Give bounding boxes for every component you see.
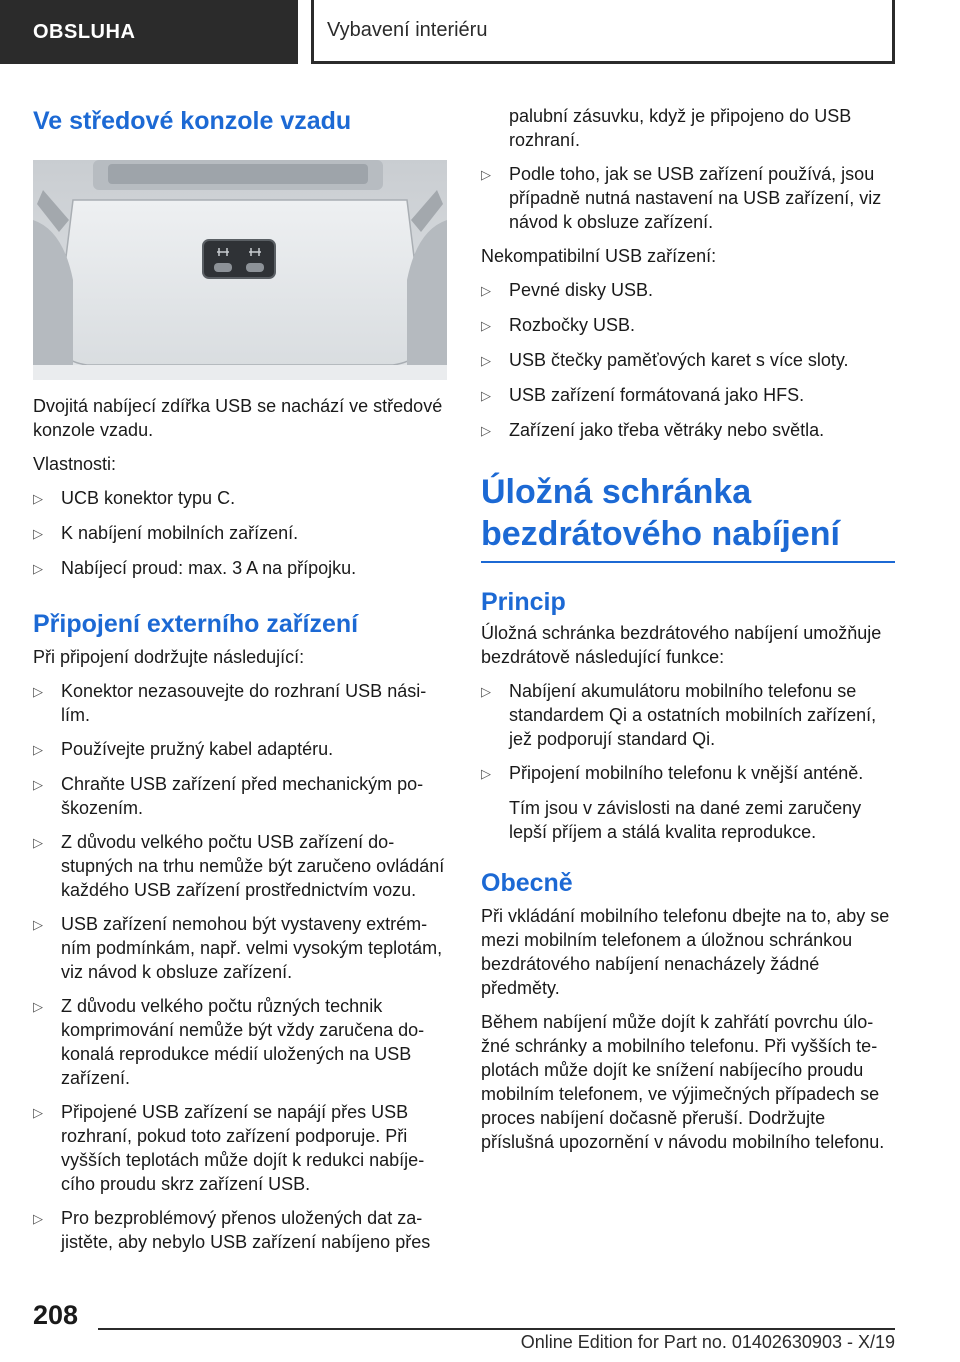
triangle-right-icon: ▷: [481, 423, 491, 438]
triangle-right-icon: ▷: [33, 561, 43, 576]
obecne-paragraph-2: Během nabíjení může dojít k zahřátí povrchu úložné schránky a mobilního telefonu. Při vyšších teplotách může dojít ke snížení nabíjecího proudu mobilním telefonem, ve výjimečných případech se proces nabíjení dočasně přeruší. Dodržujte příslušná upozornění v návodu mobilního telefonu.: [481, 1012, 885, 1152]
properties-list: [33, 486, 447, 581]
list-item: [33, 521, 447, 546]
list-item: [481, 383, 895, 408]
list-item: [481, 278, 895, 303]
triangle-right-icon: ▷: [33, 835, 43, 850]
footer-divider: [98, 1328, 895, 1330]
list-item: [33, 679, 447, 727]
list-item: [33, 1100, 447, 1196]
list-item: [33, 830, 447, 902]
list-item-text: Připojení mobilního telefonu k vnější anténě.: [509, 763, 864, 783]
triangle-right-icon: ▷: [481, 318, 491, 333]
list-item-text: Pro bezproblémový přenos uložených dat zajistěte, aby nebylo USB zařízení nabíjeno přes: [61, 1208, 431, 1252]
list-item-text: USB čtečky paměťových karet s více sloty.: [509, 350, 849, 370]
list-item: [33, 912, 447, 984]
list-item-text: Používejte pružný kabel adaptéru.: [61, 739, 334, 759]
intro-text: Při připojení dodržujte následující:: [33, 647, 305, 667]
usb-port-photo: [33, 160, 447, 380]
list-item: [481, 418, 895, 443]
list-item: [481, 162, 895, 234]
continued-text: palubní zásuvku, když je připojeno do USB rozhraní.: [509, 106, 852, 150]
list-item-text: Chraňte USB zařízení před mechanickým poškozením.: [61, 774, 424, 818]
chapter-heading: [481, 471, 895, 563]
triangle-right-icon: ▷: [481, 766, 491, 781]
chapter-tab: [311, 0, 895, 64]
triangle-right-icon: ▷: [33, 999, 43, 1014]
section-title: OBSLUHA: [33, 20, 136, 43]
page-number: 208: [33, 1300, 79, 1330]
triangle-right-icon: ▷: [481, 684, 491, 699]
chapter-heading-line1: Úložná schránka: [481, 473, 752, 511]
list-item: [481, 761, 895, 786]
heading-rear-console: Ve středové konzole vzadu: [33, 107, 352, 135]
heading-external-device: Připojení externího zařízení: [33, 610, 359, 638]
triangle-right-icon: ▷: [481, 167, 491, 182]
list-item: [33, 556, 447, 581]
heading-princip: Princip: [481, 588, 566, 616]
list-item-text: Rozbočky USB.: [509, 315, 636, 335]
incompatible-label: Nekompatibilní USB zařízení:: [481, 246, 717, 266]
list-item: [33, 1206, 447, 1254]
properties-label: Vlastnosti:: [33, 454, 117, 474]
list-item-text: Podle toho, jak se USB zařízení používá, jsou případně nutná nastavení na USB zařízení, viz návod k obsluze zařízení.: [509, 164, 882, 232]
princip-text: Úložná schránka bezdrátového nabíjení umožňuje bezdrátově následující funkce:: [481, 623, 882, 667]
triangle-right-icon: ▷: [481, 353, 491, 368]
list-item-text: Připojené USB zařízení se napájí přes USB rozhraní, pokud toto zařízení podporuje. Při vyšších teplotách může dojít k redukci nabíjecího proudu skrz zařízení USB.: [61, 1102, 425, 1194]
princip-subtext: Tím jsou v závislosti na dané zemi zaručeny lepší příjem a stálá kvalita reprodukce.: [509, 798, 862, 842]
left-column: [33, 96, 447, 1254]
right-column: [481, 104, 895, 1154]
connection-list: [33, 679, 447, 1254]
triangle-right-icon: ▷: [33, 777, 43, 792]
incompatible-list: [481, 278, 895, 443]
heading-divider: [481, 561, 895, 563]
list-item-text: USB zařízení nemohou být vystaveny extrémním podmínkám, např. velmi vysokým teplotám, viz návod k obsluze zařízení.: [61, 914, 443, 982]
list-item-text: UCB konektor typu C.: [61, 488, 236, 508]
chapter-heading-line2: bezdrátového nabíjení: [481, 515, 840, 553]
triangle-right-icon: ▷: [481, 388, 491, 403]
triangle-right-icon: ▷: [33, 491, 43, 506]
triangle-right-icon: ▷: [33, 1105, 43, 1120]
list-item: [481, 348, 895, 373]
list-item-text: Nabíjecí proud: max. 3 A na přípojku.: [61, 558, 357, 578]
list-item-text: Konektor nezasouvejte do rozhraní USB násilím.: [61, 681, 427, 725]
list-item: [481, 679, 895, 751]
section-tab: [0, 0, 298, 64]
list-item: [481, 313, 895, 338]
triangle-right-icon: ▷: [33, 917, 43, 932]
list-item-text: Zařízení jako třeba větráky nebo světla.: [509, 420, 825, 440]
list-item-text: Pevné disky USB.: [509, 280, 654, 300]
list-item-text: USB zařízení formátovaná jako HFS.: [509, 385, 805, 405]
edition-note: Online Edition for Part no. 01402630903 - X/19: [520, 1332, 895, 1352]
list-item-text: Nabíjení akumulátoru mobilního telefonu se standardem Qi a ostatních mobilních zařízení, jež podporují standard Qi.: [509, 681, 877, 749]
chapter-title: Vybavení interiéru: [327, 19, 488, 41]
list-item: [33, 737, 447, 762]
triangle-right-icon: ▷: [33, 526, 43, 541]
list-item-text: Z důvodu velkého počtu různých technik komprimování nemůže být vždy zaručena dokonalá reprodukce médií uložených na USB zařízení.: [61, 996, 425, 1088]
obecne-paragraph-1: Při vkládání mobilního telefonu dbejte na to, aby se mezi mobilním telefonem a úložnou schránkou bezdrátového nabíjení nenacházely žádné předměty.: [481, 906, 890, 998]
triangle-right-icon: ▷: [33, 742, 43, 757]
list-item-text: K nabíjení mobilních zařízení.: [61, 523, 299, 543]
console-illustration: [33, 160, 447, 380]
princip-list: [481, 679, 895, 844]
triangle-right-icon: ▷: [33, 684, 43, 699]
list-item: [33, 772, 447, 820]
photo-caption: Dvojitá nabíjecí zdířka USB se nachází ve středové konzole vzadu.: [33, 396, 443, 440]
triangle-right-icon: ▷: [33, 1211, 43, 1226]
list-item: [33, 994, 447, 1090]
triangle-right-icon: ▷: [481, 283, 491, 298]
heading-obecne: Obecně: [481, 869, 573, 897]
list-item-text: Z důvodu velkého počtu USB zařízení dostupných na trhu nemůže být zaručeno ovládání každého USB zařízení prostřednictvím vozu.: [61, 832, 445, 900]
list-item: [33, 486, 447, 511]
